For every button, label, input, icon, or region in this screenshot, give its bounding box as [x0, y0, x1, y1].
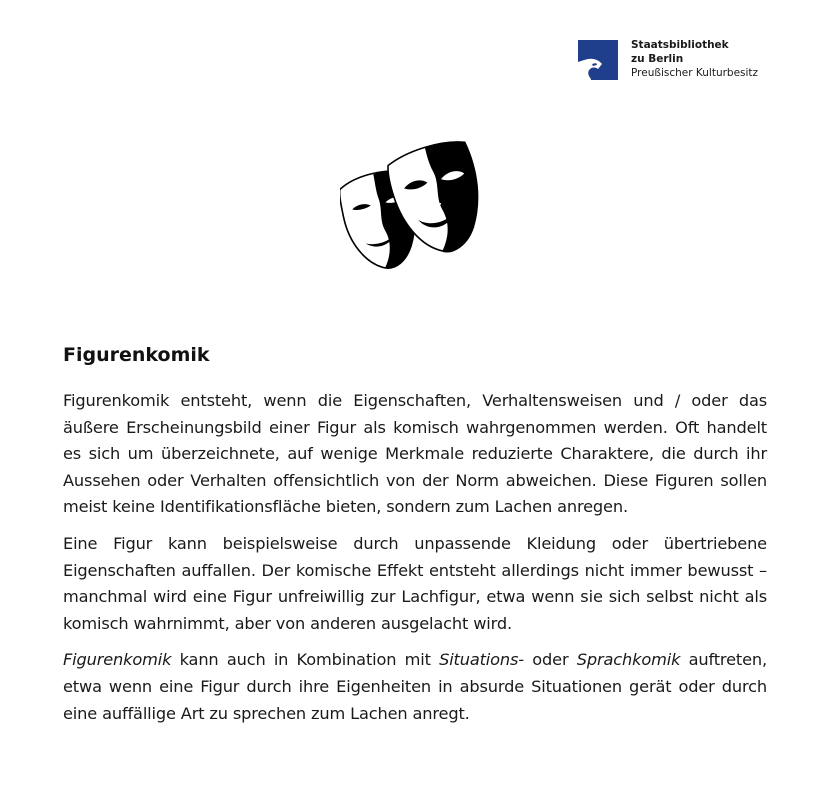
term-situationskomik: Situations- [439, 650, 524, 670]
term-figurenkomik: Figurenkomik [63, 650, 172, 670]
logo-wordmark [631, 38, 758, 80]
term-sprachkomik: Sprachkomik [576, 650, 681, 670]
paragraph-3 [63, 647, 767, 727]
paragraph-2: Eine Figur kann beispielsweise durch unpassende Kleidung oder übertriebene Eigenschaften auffallen. Der komische Effekt entsteht allerdings nicht immer bewusst – manchmal wird eine Figur unfreiwillig zur Lachfigur, etwa wenn sie sich selbst nicht als komisch wahrnimmt, aber von anderen ausgelacht wird. [63, 533, 767, 633]
logo-line-2: zu Berlin [631, 53, 684, 65]
logo-line-3: Preußischer Kulturbesitz [631, 67, 759, 79]
paragraph-3-text-1: kann auch in Kombination mit [171, 650, 440, 670]
logo-line-1: Staatsbibliothek [631, 39, 729, 51]
paragraph-3-text-3: auftreten, etwa wenn eine Figur durch ihre Eigenheiten in absurde Situationen gerät oder durch eine auffällige Art zu sprechen zum Lachen anregt. [63, 650, 767, 723]
theater-masks-icon [340, 140, 490, 275]
paragraph-1: Figurenkomik entsteht, wenn die Eigenschaften, Verhaltensweisen und / oder das äußere Erscheinungsbild einer Figur als komisch wahrgenommen werden. Oft handelt es sich um überzeichnete, auf wenige Merkmale reduzierte Charaktere, die durch ihr Aussehen oder Verhalten offensichtlich von der Norm abweichen. Diese Figuren sollen meist keine Identifikationsfläche bieten, sondern zum Lachen anregen. [63, 391, 767, 517]
paragraph-3-text-2: oder [524, 650, 577, 670]
document-title: Figurenkomik [63, 344, 210, 366]
document-body[interactable] [63, 342, 767, 737]
library-logo [578, 40, 778, 84]
eagle-logo-icon [578, 40, 618, 80]
